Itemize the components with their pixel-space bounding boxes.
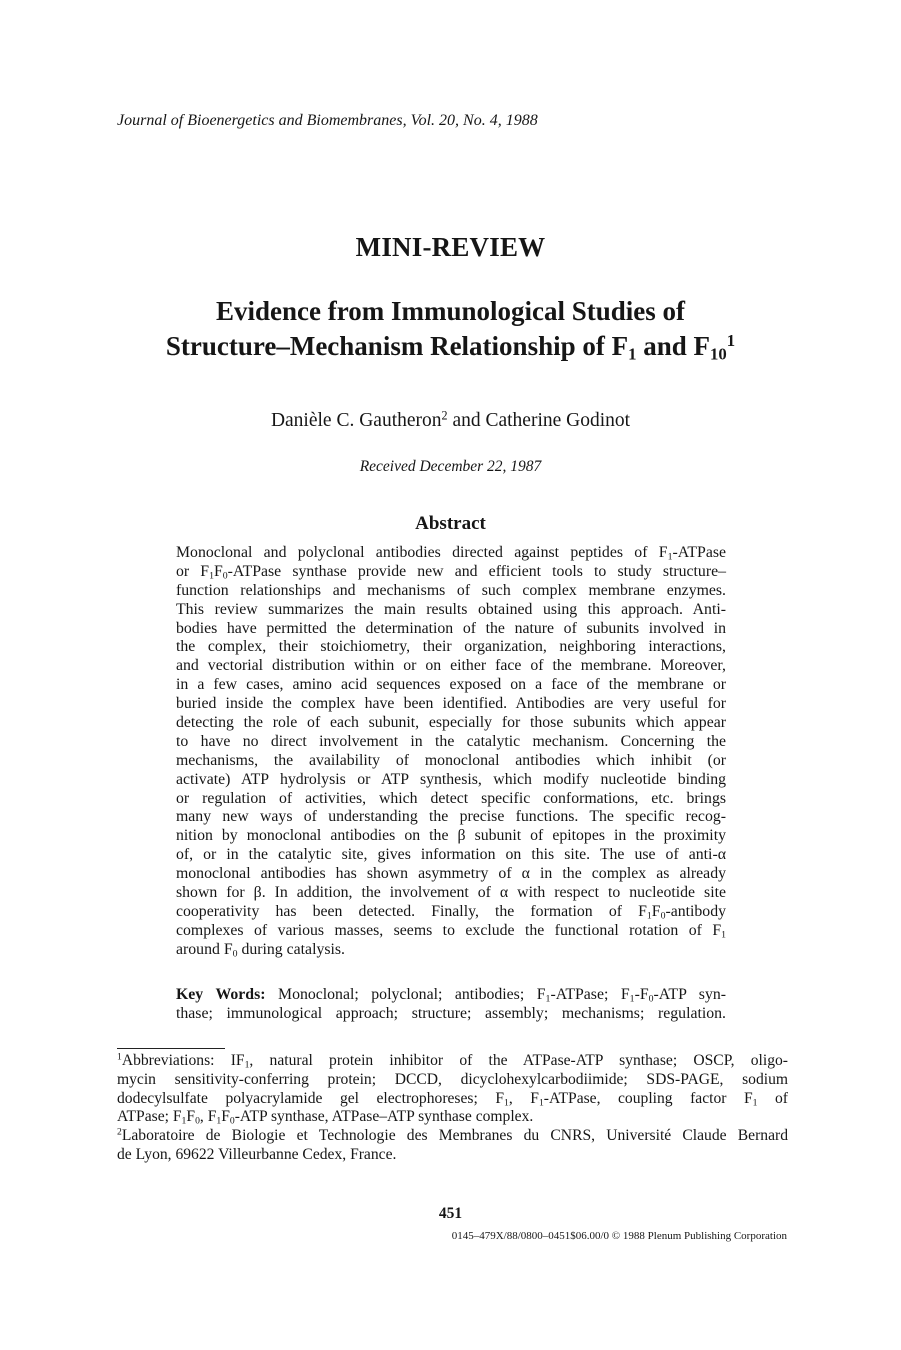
footnote-line: de Lyon, 69622 Villeurbanne Cedex, France. bbox=[117, 1145, 397, 1163]
abstract-line: bodies have permitted the determination of the nature of subunits involved in bbox=[176, 619, 726, 637]
abstract-line: or regulation of activities, which detect specific conformations, etc. brings bbox=[176, 789, 726, 807]
abstract-line: to have no direct involvement in the catalytic mechanism. Concerning the bbox=[176, 732, 726, 750]
footnote-divider bbox=[117, 1048, 225, 1049]
title-line-1: Evidence from Immunological Studies of bbox=[215, 296, 685, 326]
abstract-line: and vectorial distribution within or on either face of the membrane. Moreover, bbox=[176, 657, 726, 675]
footnote-line: ATPase; $F_1F_0$, $F_1F_0$-ATP synthase, ATPase–ATP synthase complex. bbox=[117, 1108, 534, 1128]
abstract-line: the complex, their stoichiometry, their organization, neighboring interactions, bbox=[176, 638, 726, 656]
abstract-line: or $F_1F_0$-ATPase synthase provide new and efficient tools to study structure– bbox=[176, 562, 726, 582]
key-words-line: thase; immunological approach; structure; assembly; mechanisms; regulation. bbox=[176, 1005, 726, 1022]
abstract-body bbox=[176, 544, 726, 960]
key-words-label: Key Words: bbox=[176, 986, 266, 1003]
copyright-line: 0145–479X/88/0800–0451$06.00/0 © 1988 Plenum Publishing Corporation bbox=[451, 1230, 787, 1242]
footnote-line: dodecylsulfate polyacrylamide gel electrophoreses; $F_1$, $F_1$-ATPase, coupling factor $F_1$ of bbox=[117, 1089, 788, 1109]
abstract-line: Monoclonal and polyclonal antibodies directed against peptides of $F_1$-ATPase bbox=[176, 544, 726, 563]
title-line-2: Structure–Mechanism Relationship of $F_1$ and $F_{10}^1$ bbox=[165, 330, 736, 364]
abstract-heading: Abstract bbox=[415, 513, 486, 534]
key-words bbox=[176, 985, 726, 1023]
journal-citation: Journal of Bioenergetics and Biomembranes, Vol. 20, No. 4, 1988 bbox=[117, 112, 538, 129]
abstract-line: cooperativity has been detected. Finally, the formation of $F_1F_0$-antibody bbox=[176, 902, 726, 922]
article-title bbox=[60, 294, 841, 364]
abstract-line: activate) ATP hydrolysis or ATP synthesis, which modify nucleotide binding bbox=[176, 770, 726, 788]
abstract-line: buried inside the complex have been identified. Antibodies are very useful for bbox=[176, 695, 726, 713]
abstract-line: complexes of various masses, seems to exclude the functional rotation of $F_1$ bbox=[176, 921, 726, 941]
abstract-line: function relationships and mechanisms of such complex membrane enzymes. bbox=[176, 581, 726, 599]
author-list: Danièle C. Gautheron$^2$ and Catherine Godinot bbox=[270, 408, 631, 431]
abstract-line: nition by monoclonal antibodies on the β subunit of epitopes in the proximity bbox=[176, 827, 726, 845]
received-date: Received December 22, 1987 bbox=[359, 458, 542, 475]
abstract-line: of, or in the catalytic site, gives information on this site. The use of anti-α bbox=[176, 846, 726, 864]
footnote-line: mycin sensitivity-conferring protein; DCCD, dicyclohexylcarbodiimide; SDS-PAGE, sodium bbox=[117, 1070, 788, 1088]
key-words-line: Key Words: Monoclonal; polyclonal; antibodies; $F_1$-ATPase; $F_1-F_0$-ATP syn- bbox=[176, 986, 727, 1005]
abstract-line: around $F_0$ during catalysis. bbox=[176, 940, 345, 960]
footnote-line: $^1$Abbreviations: $IF_1$, natural protein inhibitor of the ATPase-ATP synthase; OSCP, oligo- bbox=[117, 1051, 788, 1071]
abstract-line: mechanisms, the availability of monoclonal antibodies which inhibit (or bbox=[176, 751, 726, 769]
page-number: 451 bbox=[438, 1205, 463, 1222]
footnotes bbox=[117, 1052, 788, 1165]
section-heading: MINI-REVIEW bbox=[355, 232, 546, 262]
abstract-line: This review summarizes the main results obtained using this approach. Anti- bbox=[176, 600, 726, 618]
abstract-line: shown for β. In addition, the involvement of α with respect to nucleotide site bbox=[176, 884, 726, 902]
abstract-line: many new ways of understanding the precise functions. The specific recog- bbox=[176, 808, 726, 826]
abstract-line: monoclonal antibodies has shown asymmetry of α in the complex as already bbox=[176, 865, 726, 883]
abstract-line: detecting the role of each subunit, especially for those subunits which appear bbox=[176, 714, 726, 732]
abstract-line: in a few cases, amino acid sequences exposed on a face of the membrane or bbox=[176, 676, 726, 694]
footnote-line: $^2$Laboratoire de Biologie et Technologie des Membranes du CNRS, Université Claude Bernard bbox=[117, 1126, 788, 1145]
